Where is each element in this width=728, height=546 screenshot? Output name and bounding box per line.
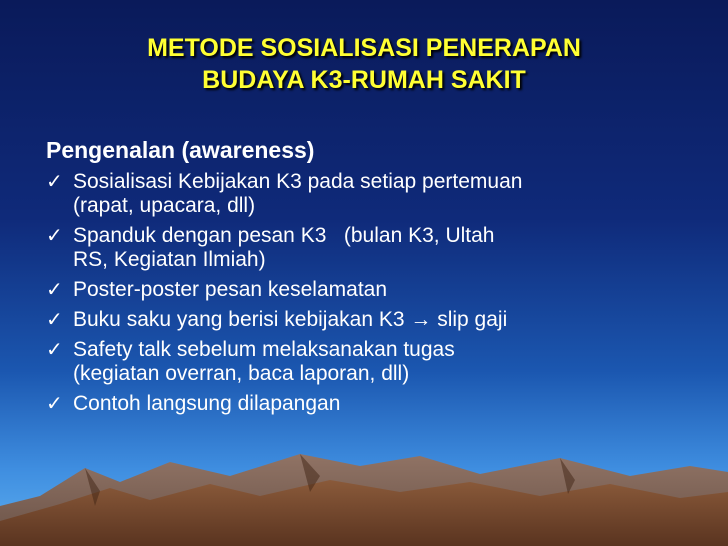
item-line: Sosialisasi Kebijakan K3 pada setiap pertemuan <box>73 170 523 193</box>
item-line: (kegiatan overran, baca laporan, dll) <box>73 362 410 385</box>
item-text: Buku saku yang berisi kebijakan K3 <box>73 308 411 331</box>
section-heading: Pengenalan (awareness) <box>46 137 315 163</box>
item-line <box>73 308 706 332</box>
item-line: Poster-poster pesan keselamatan <box>73 278 388 301</box>
check-icon: ✓ <box>46 339 63 361</box>
list-item <box>46 308 706 332</box>
arrow-right-icon: → <box>410 308 432 331</box>
bullet-list <box>46 170 706 416</box>
check-icon: ✓ <box>46 171 63 193</box>
list-item <box>46 224 706 272</box>
mountain-ridge-front <box>0 480 728 546</box>
check-icon: ✓ <box>46 393 63 415</box>
item-line: Contoh langsung dilapangan <box>73 392 341 415</box>
item-line: (rapat, upacara, dll) <box>73 194 256 217</box>
item-line: Spanduk dengan pesan K3 (bulan K3, Ultah <box>73 224 495 247</box>
item-line: Safety talk sebelum melaksanakan tugas <box>73 338 455 361</box>
item-text: slip gaji <box>431 308 508 331</box>
slide-title <box>0 32 728 96</box>
check-icon: ✓ <box>46 279 63 301</box>
slide-content <box>46 138 706 422</box>
title-line-2: BUDAYA K3-RUMAH SAKIT <box>202 66 526 94</box>
item-line: RS, Kegiatan Ilmiah) <box>73 248 266 271</box>
check-icon: ✓ <box>46 309 63 331</box>
list-item <box>46 338 706 386</box>
list-item <box>46 278 706 302</box>
check-icon: ✓ <box>46 225 63 247</box>
mountain-range-image <box>0 396 728 546</box>
title-line-1: METODE SOSIALISASI PENERAPAN <box>147 34 581 62</box>
list-item <box>46 170 706 218</box>
